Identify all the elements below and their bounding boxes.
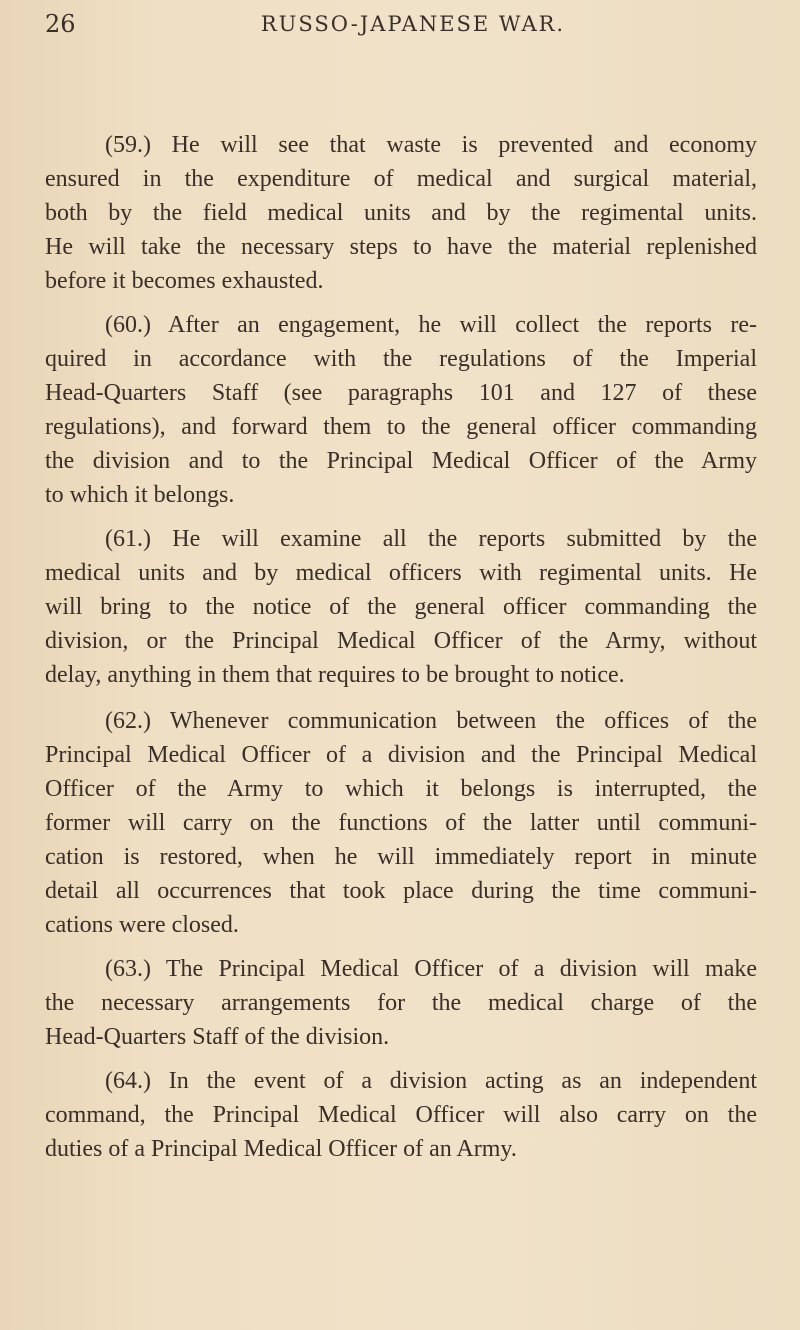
para-59-line-3: both by the field medical units and by the regimental units. xyxy=(45,200,757,226)
para-63-line-1: (63.) The Principal Medical Officer of a division will make xyxy=(105,956,757,982)
page-header xyxy=(45,10,757,40)
para-62-line-3: Officer of the Army to which it belongs is interrupted, the xyxy=(45,776,757,802)
para-63-line-3: Head-Quarters Staff of the division. xyxy=(45,1024,390,1050)
para-61-line-5: delay, anything in them that requires to be brought to notice. xyxy=(45,662,625,688)
para-64-line-3: duties of a Principal Medical Officer of an Army. xyxy=(45,1136,517,1162)
para-62-line-6: detail all occurrences that took place during the time communi- xyxy=(45,878,757,904)
para-63-line-2: the necessary arrangements for the medical charge of the xyxy=(45,990,757,1016)
para-60-line-2: quired in accordance with the regulations of the Imperial xyxy=(45,346,757,372)
para-64-line-2: command, the Principal Medical Officer will also carry on the xyxy=(45,1102,757,1128)
para-61-line-1: (61.) He will examine all the reports submitted by the xyxy=(105,526,757,552)
para-59-line-4: He will take the necessary steps to have the material replenished xyxy=(45,234,757,260)
para-62-line-5: cation is restored, when he will immediately report in minute xyxy=(45,844,757,870)
para-60-line-5: the division and to the Principal Medical Officer of the Army xyxy=(45,448,757,474)
running-title: RUSSO-JAPANESE WAR. xyxy=(260,12,566,36)
para-60-line-6: to which it belongs. xyxy=(45,482,235,508)
para-61-line-3: will bring to the notice of the general officer commanding the xyxy=(45,594,757,620)
para-60-line-1: (60.) After an engagement, he will collect the reports re- xyxy=(105,312,757,338)
para-62-line-7: cations were closed. xyxy=(45,912,239,938)
para-61-line-4: division, or the Principal Medical Officer of the Army, without xyxy=(45,628,757,654)
para-62-line-1: (62.) Whenever communication between the offices of the xyxy=(105,708,757,734)
para-61-line-2: medical units and by medical officers with regimental units. He xyxy=(45,560,757,586)
para-60-line-3: Head-Quarters Staff (see paragraphs 101 and 127 of these xyxy=(45,380,757,406)
para-62-line-2: Principal Medical Officer of a division and the Principal Medical xyxy=(45,742,757,768)
para-59-line-2: ensured in the expenditure of medical and surgical material, xyxy=(45,166,757,192)
page-number: 26 xyxy=(45,10,76,38)
para-60-line-4: regulations), and forward them to the general officer commanding xyxy=(45,414,757,440)
para-59-line-1: (59.) He will see that waste is prevented and economy xyxy=(105,132,757,158)
para-62-line-4: former will carry on the functions of the latter until communi- xyxy=(45,810,757,836)
para-64-line-1: (64.) In the event of a division acting as an independent xyxy=(105,1068,757,1094)
para-59-line-5: before it becomes exhausted. xyxy=(45,268,324,294)
